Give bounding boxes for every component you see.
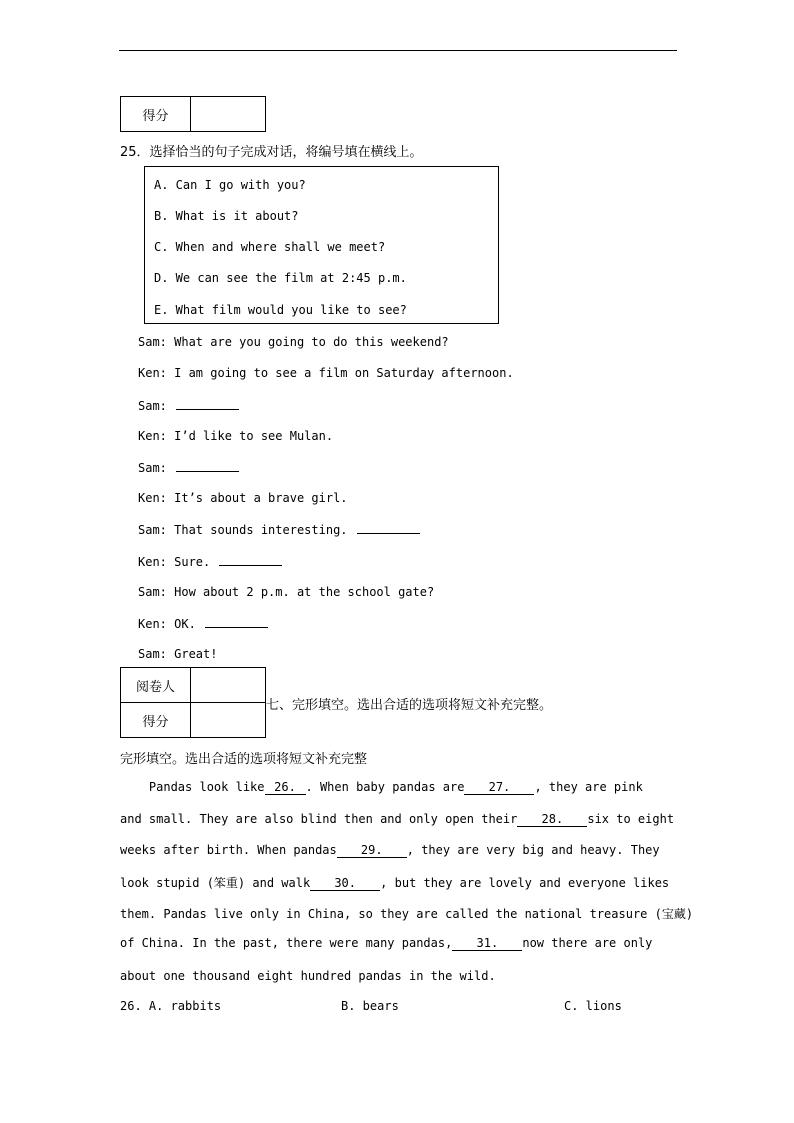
score-label: 得分: [121, 703, 191, 738]
cloze-blank-26[interactable]: 26.: [265, 780, 306, 795]
cloze-blank-30[interactable]: 30.: [310, 876, 380, 891]
passage-line: them. Pandas live only in China, so they are called the national treasure (宝藏): [120, 907, 694, 921]
answer-blank[interactable]: [176, 398, 239, 410]
dialogue-line: Ken: I am going to see a film on Saturday afternoon.: [138, 366, 514, 380]
passage-line: weeks after birth. When pandas 29. , they are very big and heavy. They: [120, 843, 660, 857]
dialogue-line: Ken: I’d like to see Mulan.: [138, 429, 334, 443]
score-label: 得分: [121, 97, 191, 132]
option-b: B. What is it about?: [154, 209, 299, 223]
cloze-blank-27[interactable]: 27.: [464, 780, 534, 795]
q26-option-a[interactable]: 26. A. rabbits: [120, 999, 222, 1013]
cloze-blank-28[interactable]: 28.: [517, 812, 587, 827]
passage-line: look stupid (笨重) and walk 30. , but they are lovely and everyone likes: [120, 876, 670, 890]
dialogue-line: Sam:: [138, 398, 239, 413]
score-value-cell[interactable]: [191, 97, 266, 132]
answer-blank[interactable]: [176, 460, 239, 472]
score-value-cell[interactable]: [191, 703, 266, 738]
grader-value-cell[interactable]: [191, 668, 266, 703]
cloze-blank-29[interactable]: 29.: [337, 843, 407, 858]
option-c: C. When and where shall we meet?: [154, 240, 386, 254]
question-25-title: 25．选择恰当的句子完成对话，将编号填在横线上。: [120, 145, 423, 160]
dialogue-line: Sam:: [138, 460, 239, 475]
score-box: [120, 96, 266, 132]
passage-line: and small. They are also blind then and only open their 28. six to eight: [120, 812, 675, 826]
option-d: D. We can see the film at 2:45 p.m.: [154, 271, 407, 285]
dialogue-line: Sam: Great!: [138, 647, 218, 661]
passage-line: about one thousand eight hundred pandas in the wild.: [120, 969, 496, 983]
header-rule: [119, 50, 677, 51]
options-box: [144, 166, 499, 324]
dialogue-line: Ken: It’s about a brave girl.: [138, 491, 348, 505]
dialogue-line: Ken: OK.: [138, 616, 268, 631]
answer-blank[interactable]: [357, 522, 420, 534]
dialogue-line: Sam: That sounds interesting.: [138, 522, 420, 537]
grader-table: [120, 667, 266, 738]
answer-blank[interactable]: [205, 616, 268, 628]
section-title: 七、完形填空。选出合适的选项将短文补充完整。: [266, 698, 553, 713]
dialogue-line: Sam: What are you going to do this weekend?: [138, 335, 449, 349]
cloze-instruction: 完形填空。选出合适的选项将短文补充完整: [120, 752, 368, 767]
dialogue-line: Ken: Sure.: [138, 554, 282, 569]
answer-blank[interactable]: [219, 554, 282, 566]
q26-option-b[interactable]: B. bears: [341, 999, 399, 1013]
q26-option-c[interactable]: C. lions: [564, 999, 622, 1013]
passage-line: of China. In the past, there were many pandas, 31. now there are only: [120, 936, 653, 950]
passage-line: Pandas look like 26. . When baby pandas are 27. , they are pink: [120, 780, 643, 794]
grader-label: 阅卷人: [121, 668, 191, 703]
option-a: A. Can I go with you?: [154, 178, 306, 192]
dialogue-line: Sam: How about 2 p.m. at the school gate?: [138, 585, 435, 599]
option-e: E. What film would you like to see?: [154, 303, 407, 317]
cloze-blank-31[interactable]: 31.: [452, 936, 522, 951]
